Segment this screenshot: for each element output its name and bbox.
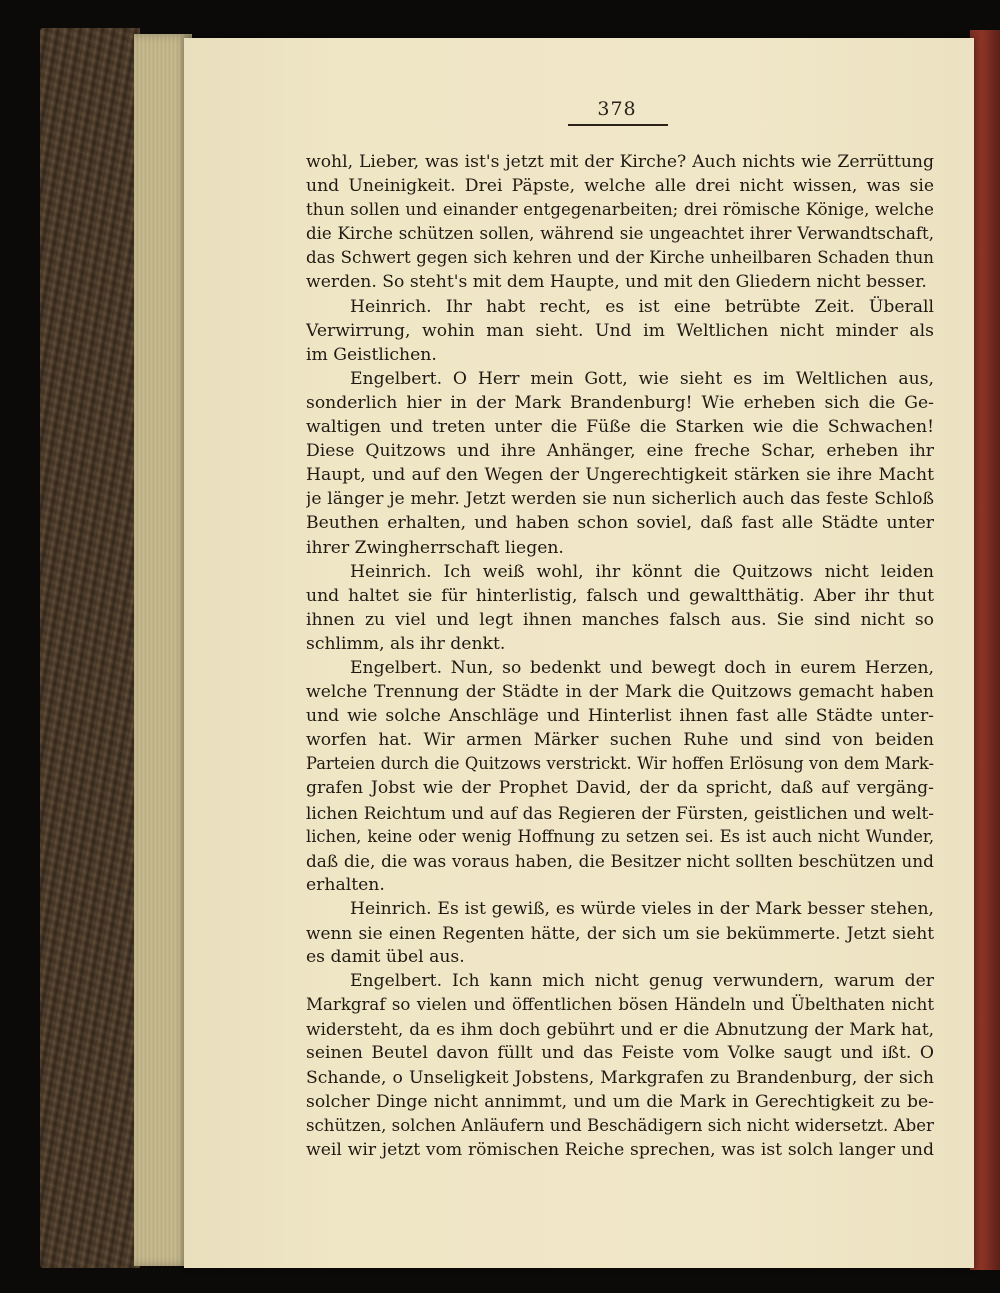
text-line-speaker: Engelbert. Ich kann mich nicht genug verwundern, warum der <box>350 971 934 992</box>
text-line: das Schwert gegen sich kehren und der Kirche unheilbaren Schaden thun <box>306 248 934 268</box>
text-line: und wie solche Anschläge und Hinterlist ihnen fast alle Städte unter- <box>306 706 934 727</box>
text-line: Verwirrung, wohin man sieht. Und im Weltlichen nicht minder als <box>306 320 934 341</box>
text-line: ihrer Zwingherrschaft liegen. <box>306 537 564 558</box>
text-line: lichen Reichtum und auf das Regieren der Fürsten, geistlichen und welt- <box>306 802 934 823</box>
text-line: waltigen und treten unter die Füße die Starken wie die Schwachen! <box>306 417 934 438</box>
marbled-book-edge <box>40 28 140 1268</box>
text-line: die Kirche schützen sollen, während sie ungeachtet ihrer Verwandtschaft, <box>306 224 934 244</box>
text-line: und haltet sie für hinterlistig, falsch und gewaltthätig. Aber ihr thut <box>306 585 934 606</box>
text-line: und Uneinigkeit. Drei Päpste, welche alle drei nicht wissen, was sie <box>306 176 934 197</box>
page-text <box>306 150 934 1162</box>
text-line: thun sollen und einander entgegenarbeiten; drei römische Könige, welche <box>306 200 934 220</box>
text-line-speaker: Engelbert. Nun, so bedenkt und bewegt doch in eurem Herzen, <box>350 657 934 678</box>
text-line: Markgraf so vielen und öffentlichen bösen Händeln und Übelthaten nicht <box>306 995 934 1015</box>
text-line: schlimm, als ihr denkt. <box>306 633 506 654</box>
text-line: es damit übel aus. <box>306 947 465 968</box>
text-line: widersteht, da es ihm doch gebührt und er die Abnutzung der Mark hat, <box>306 1019 934 1040</box>
text-line: je länger je mehr. Jetzt werden sie nun sicherlich auch das feste Schloß <box>306 489 934 510</box>
text-line: werden. So steht's mit dem Haupte, und mit den Gliedern nicht besser. <box>306 272 927 293</box>
text-line: weil wir jetzt vom römischen Reiche sprechen, was ist solch langer und <box>306 1139 934 1160</box>
text-line-speaker: Heinrich. Ich weiß wohl, ihr könnt die Quitzows nicht leiden <box>350 561 934 582</box>
text-line: seinen Beutel davon füllt und das Feiste vom Volke saugt und ißt. O <box>306 1043 934 1064</box>
text-line: wohl, Lieber, was ist's jetzt mit der Kirche? Auch nichts wie Zerrüttung <box>306 152 934 172</box>
text-line: sonderlich hier in der Mark Brandenburg! Wie erheben sich die Ge- <box>306 392 934 413</box>
text-line-speaker: Heinrich. Es ist gewiß, es würde vieles in der Mark besser stehen, <box>350 898 934 919</box>
text-line: Parteien durch die Quitzows verstrickt. Wir hoffen Erlösung von dem Mark- <box>306 754 934 774</box>
text-line: Beuthen erhalten, und haben schon soviel, daß fast alle Städte unter <box>306 513 934 534</box>
text-line: daß die, die was voraus haben, die Besitzer nicht sollten beschützen und <box>306 850 934 871</box>
text-line: lichen, keine oder wenig Hoffnung zu setzen sei. Es ist auch nicht Wunder, <box>306 826 934 846</box>
text-line-speaker: Engelbert. O Herr mein Gott, wie sieht es im Weltlichen aus, <box>350 368 934 389</box>
text-line: Haupt, und auf den Wegen der Ungerechtigkeit stärken sie ihre Macht <box>306 465 934 486</box>
page-number-rule <box>568 124 668 126</box>
text-line: Schande, o Unseligkeit Jobstens, Markgrafen zu Brandenburg, der sich <box>306 1067 934 1088</box>
text-line-speaker: Heinrich. Ihr habt recht, es ist eine betrübte Zeit. Überall <box>350 296 934 317</box>
text-line: grafen Jobst wie der Prophet David, der da spricht, daß auf vergäng- <box>306 778 934 799</box>
text-line: wenn sie einen Regenten hätte, der sich um sie bekümmerte. Jetzt sieht <box>306 923 934 943</box>
text-line: erhalten. <box>306 874 385 895</box>
text-line: ihnen zu viel und legt ihnen manches falsch aus. Sie sind nicht so <box>306 609 934 630</box>
text-line: welche Trennung der Städte in der Mark die Quitzows gemacht haben <box>306 682 934 703</box>
text-line: Diese Quitzows und ihre Anhänger, eine freche Schar, erheben ihr <box>306 441 934 462</box>
page-number: 378 <box>597 98 637 120</box>
text-line: schützen, solchen Anläufern und Beschädigern sich nicht widersetzt. Aber <box>306 1115 934 1135</box>
text-line: im Geistlichen. <box>306 344 437 365</box>
text-line: solcher Dinge nicht annimmt, und um die Mark in Gerechtigkeit zu be- <box>306 1091 934 1112</box>
binding-edge <box>970 30 1000 1270</box>
text-line: worfen hat. Wir armen Märker suchen Ruhe und sind von beiden <box>306 730 934 751</box>
